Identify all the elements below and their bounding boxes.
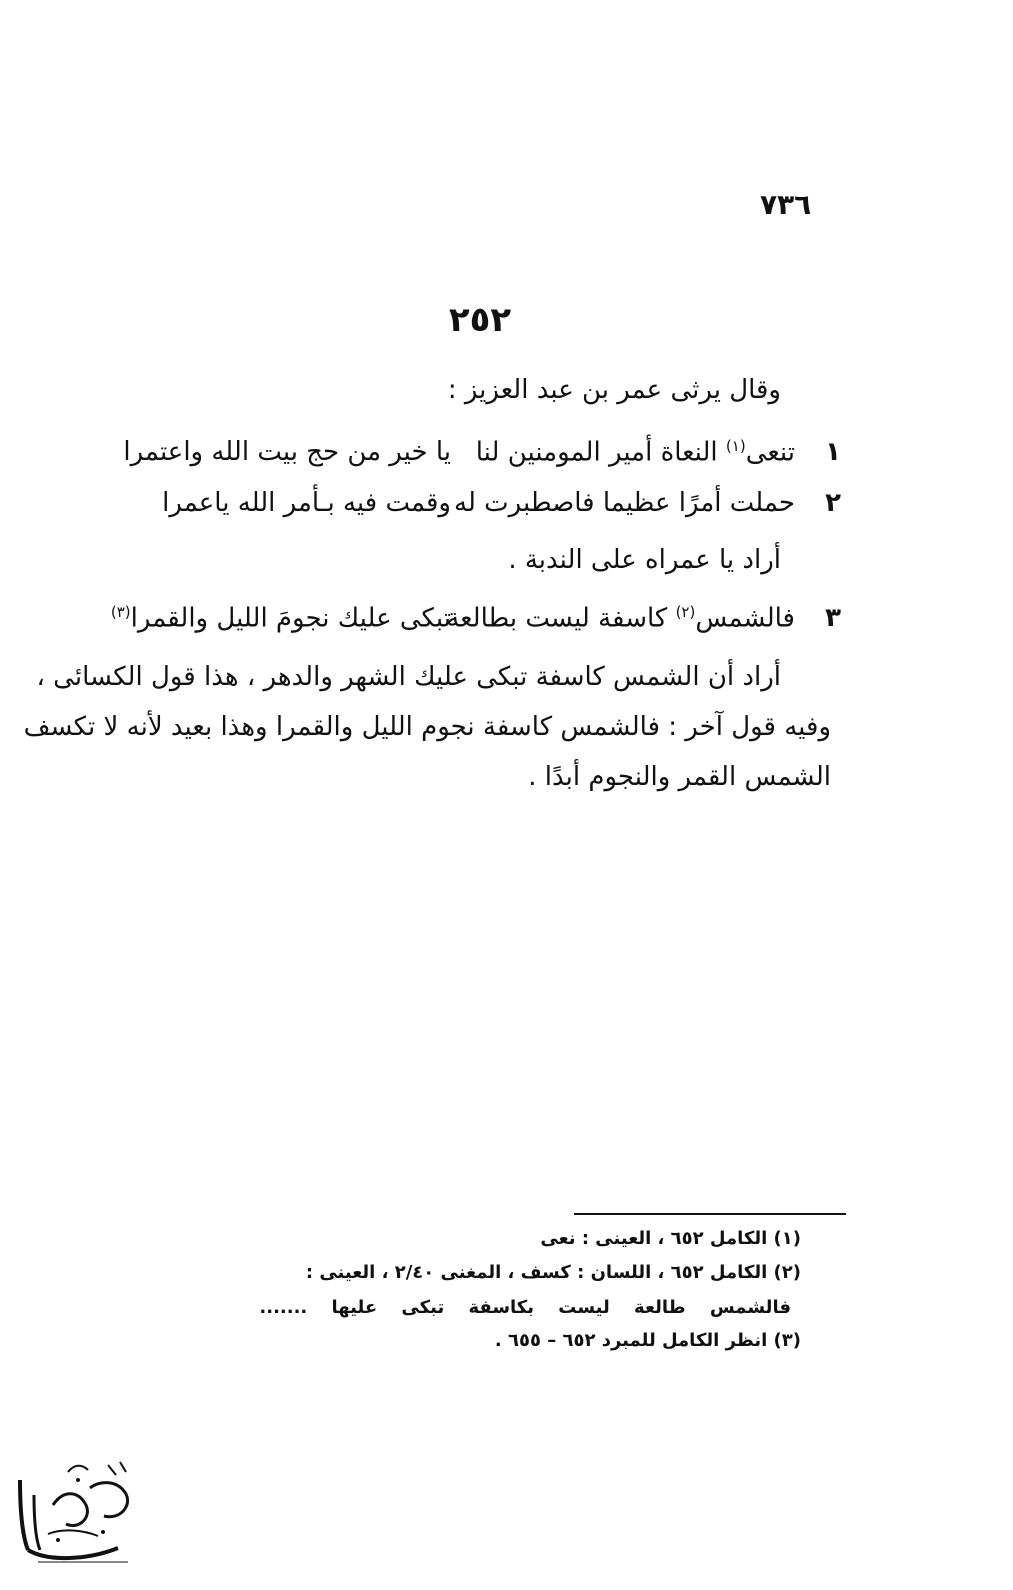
verse-first-hemistich: [476, 437, 795, 468]
verse-text: النعاة أمير المومنين لنا: [475, 437, 726, 468]
footnote-marker: (١): [725, 437, 746, 455]
verse-text: تنعى: [745, 437, 795, 468]
footnote-continuation: فالشمس طالعة ليست بكاسفة تبكى عليها .......: [259, 1297, 791, 1318]
verse-second-hemistich: [162, 488, 451, 518]
commentary-line: وفيه قول آخر : فالشمس كاسفة نجوم الليل والقمرا وهذا بعيد لأنه لا تكسف: [23, 712, 831, 742]
verse-text: فالشمس: [695, 603, 795, 634]
verse-text: وقمت فيه بـأمر الله ياعمرا: [162, 488, 451, 518]
verse-number: ٢: [825, 488, 841, 518]
footnote: (١) الكامل ٦٥٢ ، العينى : نعى: [540, 1228, 801, 1249]
footnote-marker: (٢): [675, 603, 696, 621]
verse-text: يا خير من حج بيت الله واعتمرا: [123, 437, 451, 467]
commentary-line: أراد أن الشمس كاسفة تبكى عليك الشهر والدهر ، هذا قول الكسائى ،: [36, 662, 781, 692]
verse-second-hemistich: [111, 603, 451, 634]
verse-first-hemistich: [446, 603, 795, 634]
verse-second-hemistich: [123, 437, 451, 467]
verse-text: تبكى عليك نجومَ الليل والقمرا: [130, 603, 451, 634]
footnote: (٢) الكامل ٦٥٢ ، اللسان : كسف ، المغنى ٢/٤٠ ، العينى :: [305, 1262, 801, 1283]
verse-first-hemistich: [454, 488, 795, 518]
verse-note: أراد يا عمراه على الندبة .: [508, 545, 781, 575]
poem-intro: وقال يرثى عمر بن عبد العزيز :: [447, 375, 781, 405]
calligraphy-stamp-logo: [8, 1450, 143, 1575]
page-number: ٧٣٦: [760, 188, 812, 221]
verse-number: ٣: [825, 603, 841, 633]
poem-number: ٢٥٢: [448, 300, 512, 340]
verse-text: حملت أمرًا عظيما فاصطبرت له: [454, 488, 795, 518]
footnote-marker: (٣): [110, 603, 131, 621]
verse-text: كاسفة ليست بطالعة: [446, 603, 676, 634]
footnote: (٣) انظر الكامل للمبرد ٦٥٢ – ٦٥٥ .: [494, 1330, 801, 1351]
stamp-graphic: [8, 1450, 143, 1575]
commentary-line: الشمس القمر والنجوم أبدًا .: [528, 762, 831, 792]
footnote-separator: [574, 1213, 846, 1215]
verse-number: ١: [825, 437, 841, 467]
